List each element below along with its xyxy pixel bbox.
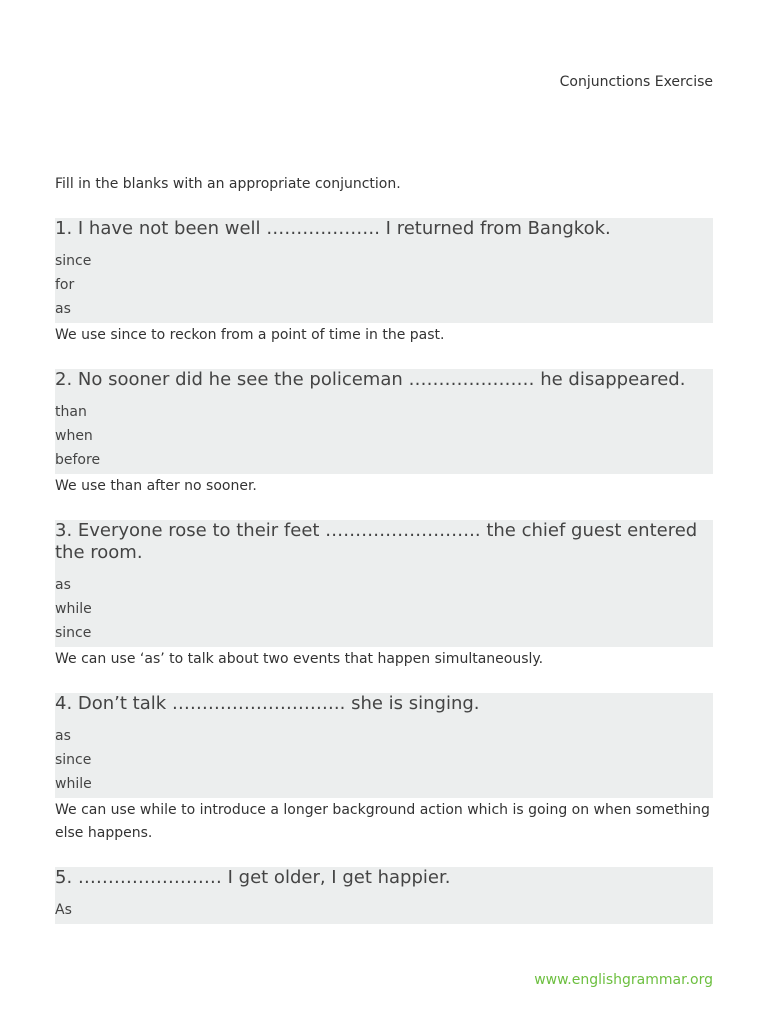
- question-4: [55, 693, 713, 845]
- question-5: [55, 867, 713, 924]
- explanation-text: We use than after no sooner.: [55, 478, 257, 494]
- option-item[interactable]: before: [55, 452, 101, 468]
- footer-website-link[interactable]: www.englishgrammar.org: [534, 972, 713, 988]
- question-text: 1. I have not been well ………………. I returned from Bangkok.: [55, 218, 611, 239]
- option-item[interactable]: while: [55, 776, 92, 792]
- options-list: [55, 391, 713, 472]
- question-2: [55, 369, 713, 498]
- question-3: [55, 520, 713, 671]
- options-list: [55, 564, 713, 645]
- option-item[interactable]: since: [55, 625, 92, 641]
- option-item[interactable]: for: [55, 277, 75, 293]
- question-text: 4. Don’t talk ……………………….. she is singing.: [55, 693, 480, 714]
- options-list: [55, 889, 713, 922]
- option-item[interactable]: As: [55, 902, 72, 918]
- question-box: [55, 867, 713, 924]
- option-item[interactable]: as: [55, 301, 71, 317]
- question-text: 3. Everyone rose to their feet …………………….. the chief guest entered the room.: [55, 520, 698, 563]
- option-item[interactable]: since: [55, 253, 92, 269]
- option-item[interactable]: since: [55, 752, 92, 768]
- options-list: [55, 715, 713, 796]
- explanation-text: We use since to reckon from a point of time in the past.: [55, 327, 445, 343]
- question-box: [55, 218, 713, 323]
- option-item[interactable]: as: [55, 728, 71, 744]
- question-text: 5. …………………… I get older, I get happier.: [55, 867, 451, 888]
- option-item[interactable]: while: [55, 601, 92, 617]
- page-header-title: Conjunctions Exercise: [559, 74, 713, 90]
- options-list: [55, 240, 713, 321]
- exercise-content: [55, 174, 713, 946]
- question-text: 2. No sooner did he see the policeman ………………… he disappeared.: [55, 369, 686, 390]
- option-item[interactable]: than: [55, 404, 87, 420]
- instructions-text: Fill in the blanks with an appropriate conjunction.: [55, 176, 401, 192]
- question-1: [55, 218, 713, 347]
- option-item[interactable]: when: [55, 428, 93, 444]
- option-item[interactable]: as: [55, 577, 71, 593]
- question-box: [55, 520, 713, 647]
- explanation-text: We can use ‘as’ to talk about two events that happen simultaneously.: [55, 651, 544, 667]
- question-box: [55, 369, 713, 474]
- question-box: [55, 693, 713, 798]
- explanation-text: We can use while to introduce a longer background action which is going on when something else happens.: [55, 802, 710, 841]
